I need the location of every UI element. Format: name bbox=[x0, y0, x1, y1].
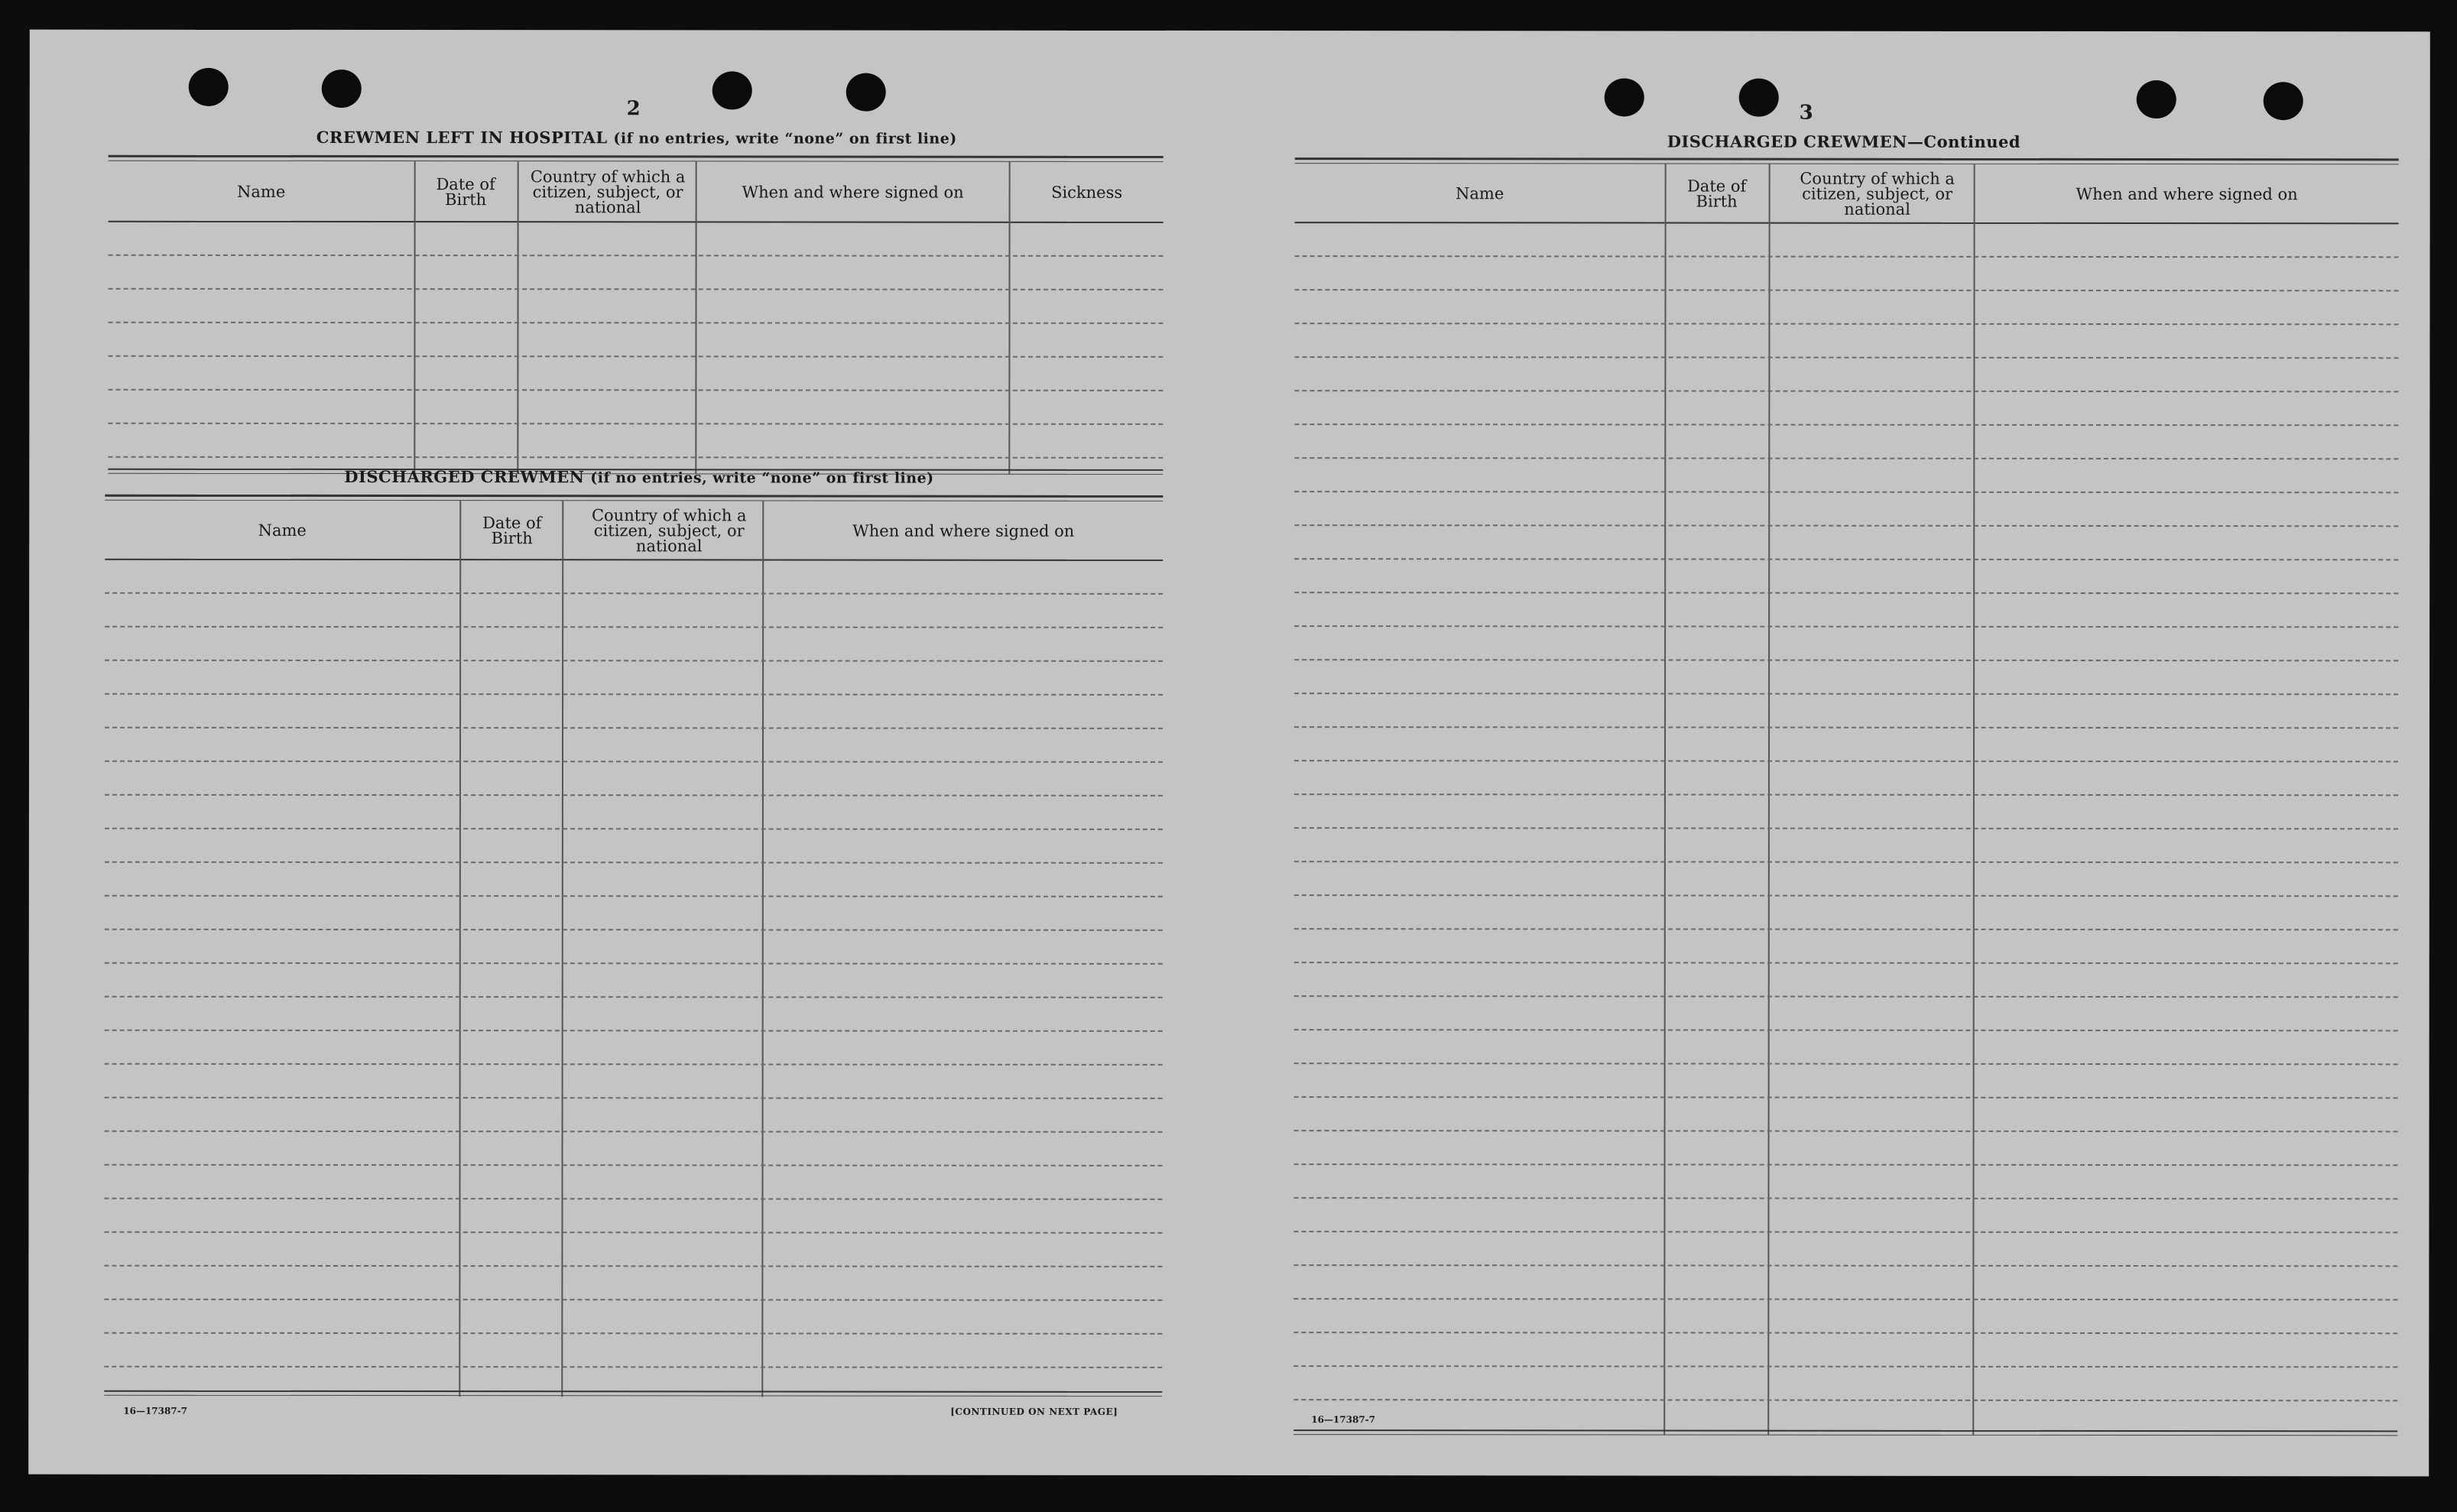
hospital-table bbox=[108, 155, 1163, 477]
continued-note: [CONTINUED ON NEXT PAGE] bbox=[950, 1406, 1118, 1417]
punch-hole bbox=[712, 71, 752, 109]
punch-hole bbox=[322, 70, 362, 108]
punch-hole bbox=[2264, 82, 2303, 120]
column-header-date-of-birth: Date of Birth bbox=[436, 175, 495, 209]
page-number-right: 3 bbox=[1799, 101, 1813, 125]
punch-hole bbox=[1605, 78, 1644, 116]
hospital-title-note: (if no entries, write “none” on first line) bbox=[613, 130, 957, 148]
discharged-continued-table bbox=[1293, 157, 2398, 1439]
column-header-name: Name bbox=[258, 521, 307, 540]
page-number-left: 2 bbox=[626, 97, 641, 121]
column-header-date-of-birth: Date of Birth bbox=[1686, 177, 1747, 211]
form-sheet bbox=[28, 30, 2430, 1477]
form-code-right: 16—17387-7 bbox=[1311, 1414, 1376, 1426]
discharged-title-note: (if no entries, write “none” on first line) bbox=[590, 469, 934, 487]
column-header-country: Country of which a citizen, subject, or national bbox=[530, 167, 686, 217]
discharged-continued-title: DISCHARGED CREWMEN—Continued bbox=[1667, 131, 2021, 151]
column-header-name: Name bbox=[1456, 184, 1504, 203]
punch-hole bbox=[846, 73, 886, 112]
discharged-section-title bbox=[344, 467, 933, 487]
form-code-left: 16—17387-7 bbox=[123, 1405, 188, 1416]
hospital-section-title bbox=[316, 128, 957, 148]
discharged-table bbox=[104, 495, 1163, 1402]
discharged-title-text: DISCHARGED CREWMEN bbox=[344, 466, 585, 487]
column-header-signed-on: When and where signed on bbox=[2076, 184, 2298, 204]
punch-hole bbox=[189, 68, 229, 106]
column-header-date-of-birth: Date of Birth bbox=[482, 514, 542, 548]
column-header-signed-on: When and where signed on bbox=[742, 183, 964, 202]
punch-hole bbox=[2137, 80, 2176, 118]
column-header-country: Country of which a citizen, subject, or national bbox=[1800, 169, 1955, 219]
hospital-title-text: CREWMEN LEFT IN HOSPITAL bbox=[316, 127, 608, 148]
punch-hole bbox=[1739, 79, 1779, 117]
column-header-name: Name bbox=[237, 182, 286, 201]
column-header-country: Country of which a citizen, subject, or national bbox=[591, 506, 747, 556]
column-header-sickness: Sickness bbox=[1051, 183, 1123, 202]
column-header-signed-on: When and where signed on bbox=[852, 521, 1075, 540]
